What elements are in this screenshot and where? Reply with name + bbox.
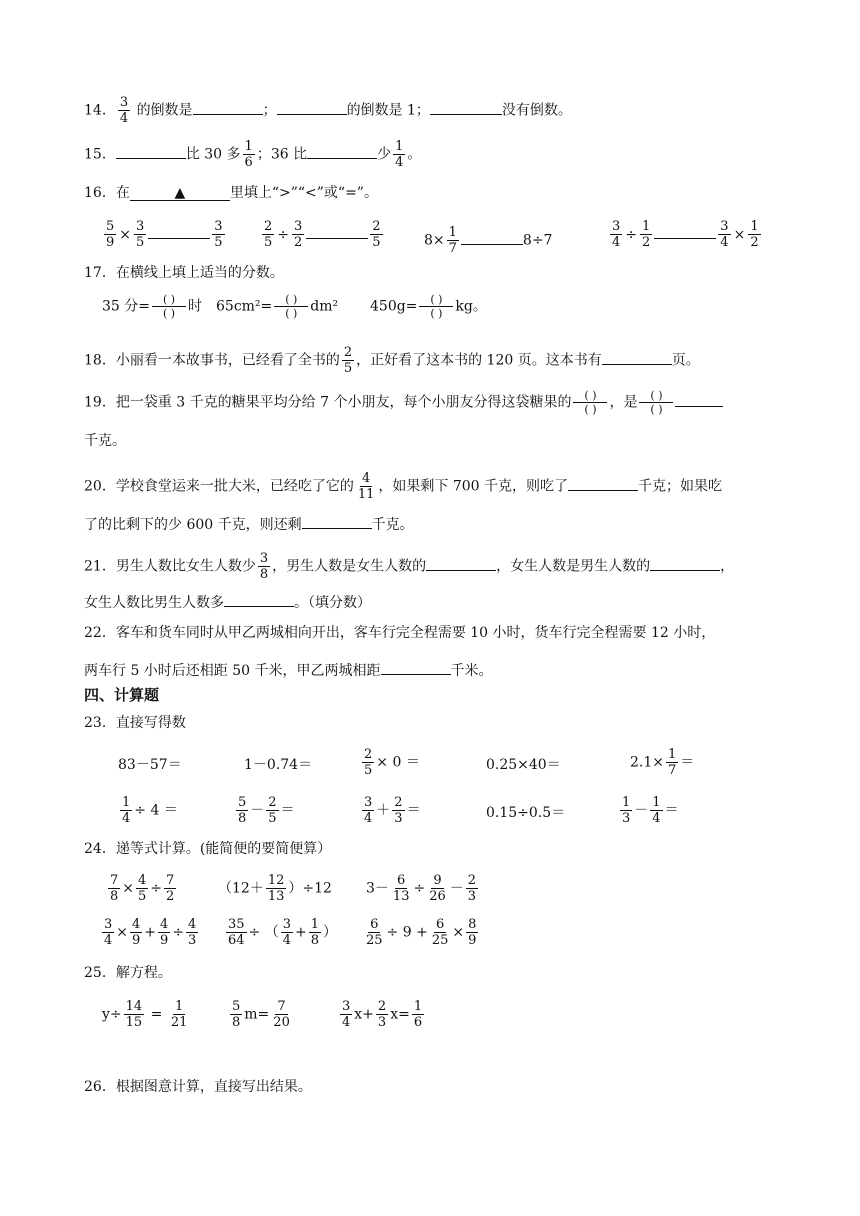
answer-blank[interactable] [675, 392, 723, 407]
fraction: $\frac{3}{4}$ [119, 95, 129, 126]
answer-blank[interactable] [426, 556, 496, 571]
answer-blank[interactable] [148, 224, 210, 239]
question-22-cont: 两车行 5 小时后还相距 50 千米，甲乙两城相距 千米。 [84, 660, 493, 678]
fraction: $\frac{1}{4}$ [395, 139, 404, 170]
answer-blank[interactable] [116, 144, 186, 159]
question-25: 25．解方程。 [84, 965, 172, 981]
convert-item: 450g= $\frac{( )}{( )}$ kg。 [370, 293, 487, 320]
compare-item: $\frac{5}{9}$ × $\frac{3}{5}$ $\frac{3}{5}$ [106, 219, 223, 250]
convert-item: 65cm²= $\frac{( )}{( )}$ dm² [216, 293, 339, 320]
question-21: 21．男生人数比女生人数少 $\frac{3}{8}$ ，男生人数是女生人数的 ，女生人数是男生人数的 ， [84, 551, 735, 582]
answer-fraction[interactable]: $\frac{( )}{( )}$ [274, 294, 308, 319]
question-24: 24．递等式计算。(能简便的要简便算） [84, 841, 332, 857]
answer-blank[interactable] [224, 592, 294, 607]
question-17: 17．在横线上填上适当的分数。 [84, 265, 284, 281]
answer-blank[interactable] [193, 100, 263, 115]
question-22: 22．客车和货车同时从甲乙两城相向开出，客车行完全程需要 10 小时，货车行完全程需要 12 小时， [84, 625, 716, 641]
answer-blank[interactable] [430, 100, 502, 115]
answer-fraction[interactable]: $\frac{( )}{( )}$ [639, 390, 673, 415]
question-20-cont: 了的比剩下的少 600 千克，则还剩 千克。 [84, 514, 414, 532]
question-26: 26．根据图意计算，直接写出结果。 [84, 1079, 312, 1095]
answer-blank[interactable] [307, 144, 377, 159]
convert-item: 35 分= $\frac{( )}{( )}$ 时 [102, 293, 202, 320]
answer-fraction[interactable]: $\frac{( )}{( )}$ [573, 390, 607, 415]
question-19: 19．把一袋重 3 千克的糖果平均分给 7 个小朋友，每个小朋友分得这袋糖果的 $\frac{( )}{( )}$ ，是 $\frac{( )}{( )}$ [84, 390, 723, 415]
compare-item: $\frac{3}{4}$ ÷ $\frac{1}{2}$ $\frac{3}{4}$ × $\frac{1}{2}$ [612, 219, 759, 250]
compare-item: $\frac{2}{5}$ ÷ $\frac{3}{2}$ $\frac{2}{5}$ [264, 219, 381, 250]
answer-blank[interactable] [461, 230, 523, 245]
answer-blank[interactable] [302, 514, 372, 529]
answer-blank[interactable] [568, 476, 638, 491]
fraction: $\frac{1}{6}$ [244, 139, 253, 170]
question-23: 23．直接写得数 [84, 715, 186, 731]
answer-fraction[interactable]: $\frac{( )}{( )}$ [419, 294, 453, 319]
question-20: 20．学校食堂运来一批大米，已经吃了它的 $\frac{4}{11}$ ，如果剩下 700 千克，则吃了 千克；如果吃 [84, 471, 722, 502]
question-19-cont: 千克。 [84, 433, 126, 449]
question-18: 18．小丽看一本故事书，已经看了全书的 $\frac{2}{5}$ ，正好看了这本书的 120 页。这本书有 页。 [84, 345, 700, 376]
answer-blank[interactable] [654, 224, 716, 239]
section-title: 四、计算题 [84, 686, 160, 704]
triangle-icon: ▲ [174, 185, 186, 201]
answer-fraction[interactable]: $\frac{( )}{( )}$ [152, 294, 186, 319]
question-16: 16．在 ▲ 里填上“>”“<”或“=”。 [84, 185, 378, 201]
question-21-cont: 女生人数比男生人数多 。（填分数） [84, 592, 371, 610]
answer-blank[interactable] [602, 350, 672, 365]
question-15: 15． 比 30 多 $\frac{1}{6}$ ；36 比 少 $\frac{1}{4}$ 。 [84, 139, 422, 170]
answer-blank[interactable] [381, 660, 451, 675]
answer-blank[interactable] [277, 100, 347, 115]
answer-blank[interactable] [130, 186, 230, 201]
answer-blank[interactable] [306, 224, 368, 239]
answer-blank[interactable] [650, 556, 720, 571]
question-14: 14． $\frac{3}{4}$ 的倒数是 ； 的倒数是 1； 没有倒数。 [84, 95, 572, 126]
compare-item: 8× $\frac{1}{7}$ 8÷7 [424, 225, 553, 256]
